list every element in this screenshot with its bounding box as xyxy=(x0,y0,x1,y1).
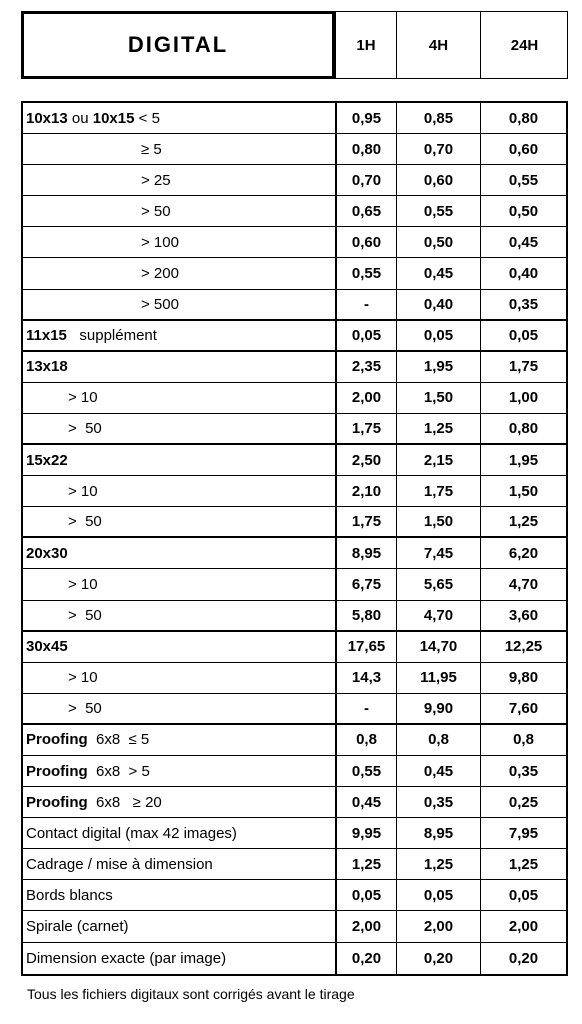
price-1h: 2,10 xyxy=(335,476,396,506)
row-label xyxy=(23,818,335,848)
row-label-bold: Proofing xyxy=(26,731,88,749)
row-label-text: Contact digital (max 42 images) xyxy=(26,824,237,842)
price-4h: 11,95 xyxy=(396,663,480,693)
price-1h: 14,3 xyxy=(335,663,396,693)
price-24h: 0,05 xyxy=(480,880,566,910)
price-24h: 0,80 xyxy=(480,103,566,133)
table-row xyxy=(23,445,566,476)
price-24h: 1,00 xyxy=(480,383,566,413)
price-24h: 0,05 xyxy=(480,321,566,350)
price-4h: 1,50 xyxy=(396,507,480,536)
row-label-bold: Proofing xyxy=(26,793,88,811)
table-row xyxy=(23,725,566,756)
price-4h: 0,35 xyxy=(396,787,480,817)
row-label xyxy=(23,445,335,475)
table-row xyxy=(23,227,566,258)
price-4h: 0,70 xyxy=(396,134,480,164)
row-label xyxy=(23,352,335,382)
row-label xyxy=(23,601,335,630)
price-24h: 0,20 xyxy=(480,943,566,974)
row-label-text: 6x8 > 5 xyxy=(87,762,150,780)
price-1h: 1,75 xyxy=(335,507,396,536)
price-24h: 4,70 xyxy=(480,569,566,599)
row-label xyxy=(23,880,335,910)
price-4h: 0,85 xyxy=(396,103,480,133)
table-row xyxy=(23,880,566,911)
row-label xyxy=(23,165,335,195)
price-1h: - xyxy=(335,290,396,319)
price-4h: 0,60 xyxy=(396,165,480,195)
table-row xyxy=(23,911,566,942)
table-row xyxy=(23,601,566,632)
price-4h: 0,05 xyxy=(396,321,480,350)
row-label xyxy=(23,507,335,536)
price-24h: 1,75 xyxy=(480,352,566,382)
row-label xyxy=(23,196,335,226)
price-4h: 2,15 xyxy=(396,445,480,475)
row-label-text: > 500 xyxy=(141,295,179,313)
price-1h: 0,80 xyxy=(335,134,396,164)
price-4h: 0,55 xyxy=(396,196,480,226)
price-4h: 5,65 xyxy=(396,569,480,599)
row-label-bold: 10x15 xyxy=(92,109,135,127)
row-label-text: > 100 xyxy=(141,233,179,251)
price-24h: 1,50 xyxy=(480,476,566,506)
price-24h: 0,80 xyxy=(480,414,566,443)
row-label xyxy=(23,290,335,319)
row-label xyxy=(23,725,335,755)
row-label-bold: 20x30 xyxy=(26,544,68,562)
table-row xyxy=(23,165,566,196)
price-1h: 8,95 xyxy=(335,538,396,568)
row-label-bold: Proofing xyxy=(26,762,88,780)
row-label xyxy=(23,632,335,662)
price-1h: 5,80 xyxy=(335,601,396,630)
footer-note: Tous les fichiers digitaux sont corrigés avant le tirage xyxy=(27,986,355,1002)
price-1h: 6,75 xyxy=(335,569,396,599)
row-label-bold: 11x15 xyxy=(26,326,67,344)
price-4h: 2,00 xyxy=(396,911,480,941)
price-1h: 2,00 xyxy=(335,911,396,941)
row-label-bold: 30x45 xyxy=(26,638,68,656)
row-label-text: > 50 xyxy=(68,699,102,717)
price-1h: 17,65 xyxy=(335,632,396,662)
price-1h: 0,55 xyxy=(335,756,396,786)
row-label-text: > 10 xyxy=(68,482,98,500)
price-1h: - xyxy=(335,694,396,723)
price-24h: 1,25 xyxy=(480,849,566,879)
price-4h: 0,40 xyxy=(396,290,480,319)
price-4h: 1,75 xyxy=(396,476,480,506)
table-row xyxy=(23,258,566,289)
price-1h: 0,65 xyxy=(335,196,396,226)
row-label xyxy=(23,849,335,879)
row-label-text: > 10 xyxy=(68,389,98,407)
table-row xyxy=(23,756,566,787)
row-label-text: Dimension exacte (par image) xyxy=(26,949,227,967)
row-label-text: > 50 xyxy=(68,419,102,437)
price-24h: 0,50 xyxy=(480,196,566,226)
price-4h: 0,05 xyxy=(396,880,480,910)
header-col-4h: 4H xyxy=(396,12,480,78)
price-4h: 0,8 xyxy=(396,725,480,755)
row-label-text: Cadrage / mise à dimension xyxy=(26,855,213,873)
table-row xyxy=(23,290,566,321)
price-1h: 0,55 xyxy=(335,258,396,288)
price-24h: 1,25 xyxy=(480,507,566,536)
price-24h: 0,60 xyxy=(480,134,566,164)
table-row xyxy=(23,383,566,414)
table-row xyxy=(23,321,566,352)
price-1h: 1,25 xyxy=(335,849,396,879)
price-table-header xyxy=(21,11,568,79)
table-row xyxy=(23,818,566,849)
price-24h: 9,80 xyxy=(480,663,566,693)
price-4h: 7,45 xyxy=(396,538,480,568)
price-4h: 14,70 xyxy=(396,632,480,662)
row-label xyxy=(23,787,335,817)
price-4h: 0,20 xyxy=(396,943,480,974)
price-24h: 0,8 xyxy=(480,725,566,755)
table-row xyxy=(23,103,566,134)
row-label xyxy=(23,103,335,133)
table-row xyxy=(23,943,566,974)
table-row xyxy=(23,694,566,725)
price-4h: 1,95 xyxy=(396,352,480,382)
table-row xyxy=(23,476,566,507)
price-24h: 12,25 xyxy=(480,632,566,662)
price-24h: 3,60 xyxy=(480,601,566,630)
row-label-bold: 13x18 xyxy=(26,358,68,376)
price-24h: 0,25 xyxy=(480,787,566,817)
price-4h: 1,25 xyxy=(396,414,480,443)
row-label xyxy=(23,756,335,786)
price-24h: 7,95 xyxy=(480,818,566,848)
table-row xyxy=(23,663,566,694)
price-24h: 2,00 xyxy=(480,911,566,941)
table-row xyxy=(23,787,566,818)
table-row xyxy=(23,507,566,538)
row-label-bold: 15x22 xyxy=(26,451,68,469)
price-table xyxy=(21,101,568,976)
price-1h: 0,8 xyxy=(335,725,396,755)
price-1h: 0,20 xyxy=(335,943,396,974)
row-label xyxy=(23,383,335,413)
price-1h: 0,60 xyxy=(335,227,396,257)
table-row xyxy=(23,849,566,880)
price-4h: 0,50 xyxy=(396,227,480,257)
price-24h: 0,45 xyxy=(480,227,566,257)
price-24h: 0,35 xyxy=(480,756,566,786)
row-label-text: 6x8 ≥ 20 xyxy=(87,793,162,811)
table-row xyxy=(23,352,566,383)
price-4h: 0,45 xyxy=(396,756,480,786)
row-label-text: ou xyxy=(67,109,93,127)
table-row xyxy=(23,134,566,165)
row-label-text: < 5 xyxy=(134,109,160,127)
price-1h: 0,45 xyxy=(335,787,396,817)
table-row xyxy=(23,414,566,445)
row-label xyxy=(23,663,335,693)
price-24h: 1,95 xyxy=(480,445,566,475)
price-24h: 0,35 xyxy=(480,290,566,319)
row-label xyxy=(23,258,335,288)
header-col-1h: 1H xyxy=(335,12,396,78)
table-row xyxy=(23,538,566,569)
table-row xyxy=(23,196,566,227)
row-label-text: supplément xyxy=(66,326,157,344)
table-row xyxy=(23,569,566,600)
price-4h: 9,90 xyxy=(396,694,480,723)
row-label xyxy=(23,227,335,257)
row-label-text: > 10 xyxy=(68,669,98,687)
row-label-text: > 25 xyxy=(141,171,171,189)
price-4h: 8,95 xyxy=(396,818,480,848)
price-24h: 7,60 xyxy=(480,694,566,723)
price-4h: 1,50 xyxy=(396,383,480,413)
row-label-text: > 50 xyxy=(68,606,102,624)
row-label xyxy=(23,943,335,974)
row-label-text: Spirale (carnet) xyxy=(26,917,129,935)
price-1h: 0,05 xyxy=(335,880,396,910)
price-1h: 1,75 xyxy=(335,414,396,443)
price-4h: 1,25 xyxy=(396,849,480,879)
row-label-text: ≥ 5 xyxy=(141,140,162,158)
row-label xyxy=(23,321,335,350)
row-label xyxy=(23,569,335,599)
row-label xyxy=(23,476,335,506)
row-label-text: > 10 xyxy=(68,575,98,593)
price-1h: 2,00 xyxy=(335,383,396,413)
row-label xyxy=(23,694,335,723)
row-label-text: > 200 xyxy=(141,265,179,283)
price-4h: 4,70 xyxy=(396,601,480,630)
table-row xyxy=(23,632,566,663)
row-label xyxy=(23,911,335,941)
header-col-24h: 24H xyxy=(480,12,568,78)
row-label xyxy=(23,134,335,164)
price-1h: 0,95 xyxy=(335,103,396,133)
price-1h: 0,05 xyxy=(335,321,396,350)
row-label-text: 6x8 ≤ 5 xyxy=(87,731,150,749)
row-label-bold: 10x13 xyxy=(26,109,68,127)
price-24h: 0,40 xyxy=(480,258,566,288)
price-24h: 0,55 xyxy=(480,165,566,195)
row-label xyxy=(23,538,335,568)
row-label xyxy=(23,414,335,443)
price-24h: 6,20 xyxy=(480,538,566,568)
price-4h: 0,45 xyxy=(396,258,480,288)
price-1h: 9,95 xyxy=(335,818,396,848)
price-1h: 2,50 xyxy=(335,445,396,475)
price-1h: 2,35 xyxy=(335,352,396,382)
row-label-text: Bords blancs xyxy=(26,886,113,904)
row-label-text: > 50 xyxy=(68,513,102,531)
header-title: DIGITAL xyxy=(21,11,335,79)
price-1h: 0,70 xyxy=(335,165,396,195)
row-label-text: > 50 xyxy=(141,202,171,220)
